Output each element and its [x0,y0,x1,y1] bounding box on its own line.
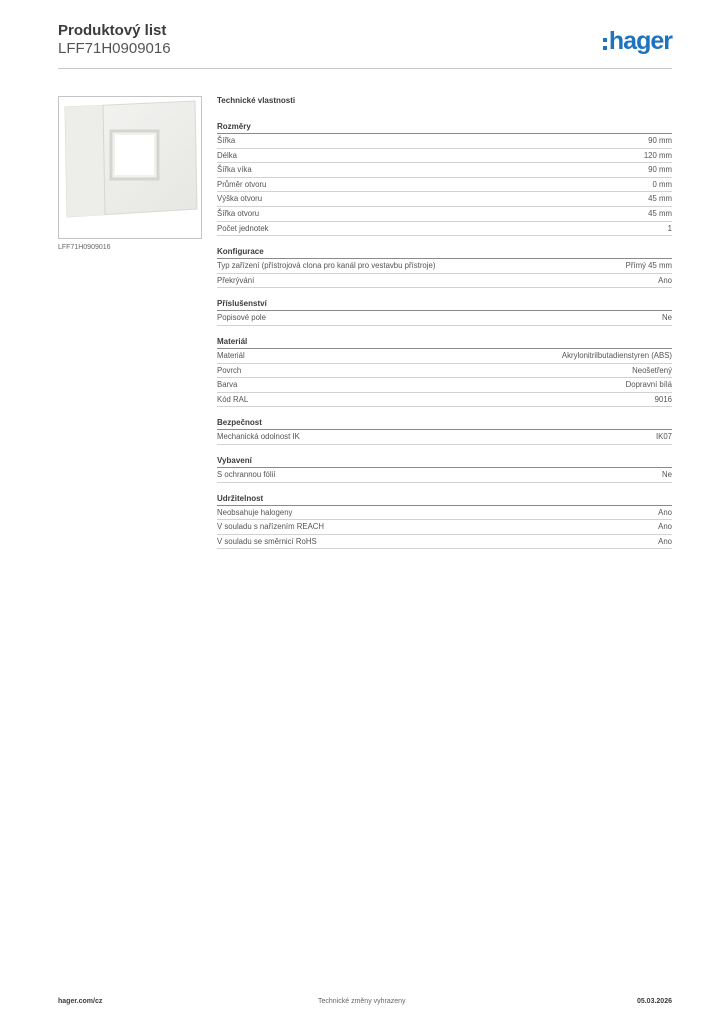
technical-specs [217,96,672,558]
footer-note: Technické změny vyhrazeny [318,998,406,1005]
section-title: Materiál [217,335,672,349]
spec-value: Ne [662,313,672,323]
section-title: Rozměry [217,120,672,134]
spec-row [217,178,672,193]
spec-section [217,335,672,407]
spec-value: Ano [658,522,672,532]
spec-value: 45 mm [648,194,672,204]
spec-label: S ochrannou fólií [217,469,276,479]
spec-label: V souladu se směrnicí RoHS [217,536,317,546]
spec-label: Barva [217,380,238,390]
spec-label: Materiál [217,350,245,360]
spec-label: Kód RAL [217,394,249,404]
spec-row [217,378,672,393]
hager-logo [603,26,672,56]
logo-colon-icon [603,38,607,50]
spec-row [217,192,672,207]
spec-row [217,311,672,326]
spec-value: 120 mm [643,150,672,160]
spec-sections [217,120,672,549]
spec-value: IK07 [655,432,672,442]
spec-label: Šířka víka [217,165,252,175]
document-title: Produktový list [58,22,167,39]
spec-row [217,393,672,408]
spec-row [217,535,672,550]
spec-label: Průměr otvoru [217,179,267,189]
spec-row [217,520,672,535]
logo-wordmark: hager [608,26,672,55]
spec-label: Neobsahuje halogeny [217,507,293,517]
section-title: Udržitelnost [217,492,672,506]
spec-value: 9016 [654,394,672,404]
spec-section [217,492,672,550]
section-title: Konfigurace [217,245,672,259]
spec-value: Přímý 45 mm [625,261,672,271]
section-title: Příslušenství [217,297,672,311]
spec-row [217,259,672,274]
spec-value: 90 mm [648,165,672,175]
section-title: Bezpečnost [217,416,672,430]
spec-row [217,364,672,379]
spec-value: Dopravní bílá [625,380,672,390]
spec-row [217,149,672,164]
specs-heading: Technické vlastnosti [217,96,296,105]
spec-label: Počet jednotek [217,223,269,233]
spec-row [217,468,672,483]
image-caption: LFF71H0909016 [58,244,111,251]
spec-label: Šířka [217,136,236,145]
spec-label: Překrývání [217,275,255,285]
spec-value: 90 mm [648,136,672,145]
spec-value: 1 [667,223,672,233]
spec-value: Ne [662,469,672,479]
spec-section [217,245,672,288]
spec-value: Ano [658,507,672,517]
spec-value: Ano [658,275,672,285]
spec-label: Délka [217,150,237,160]
footer-website[interactable]: hager.com/cz [58,998,103,1005]
spec-row [217,430,672,445]
spec-label: Povrch [217,365,242,375]
spec-label: Výška otvoru [217,194,263,204]
section-title: Vybavení [217,454,672,468]
spec-row [217,274,672,289]
spec-value: Ano [658,536,672,546]
spec-row [217,207,672,222]
spec-value: Akrylonitrilbutadienstyren (ABS) [561,350,672,360]
spec-label: V souladu s nařízením REACH [217,522,325,532]
spec-row [217,163,672,178]
spec-row [217,222,672,237]
footer-date: 05.03.2026 [636,998,672,1005]
page-header [58,22,672,69]
spec-section [217,120,672,236]
spec-section [217,416,672,445]
spec-value: Neošetřený [632,365,672,375]
spec-row [217,349,672,364]
spec-section [217,454,672,483]
spec-label: Mechanická odolnost IK [217,432,300,442]
spec-value: 45 mm [648,208,672,218]
spec-row [217,134,672,149]
spec-value: 0 mm [652,179,672,189]
spec-label: Typ zařízení (přístrojová clona pro kanál pro vestavbu přístroje) [217,261,436,271]
product-image [58,96,202,239]
spec-label: Šířka otvoru [217,208,260,218]
spec-section [217,297,672,326]
spec-row [217,506,672,521]
spec-label: Popisové pole [217,313,266,323]
product-photo [59,97,201,238]
product-code: LFF71H0909016 [58,40,171,57]
